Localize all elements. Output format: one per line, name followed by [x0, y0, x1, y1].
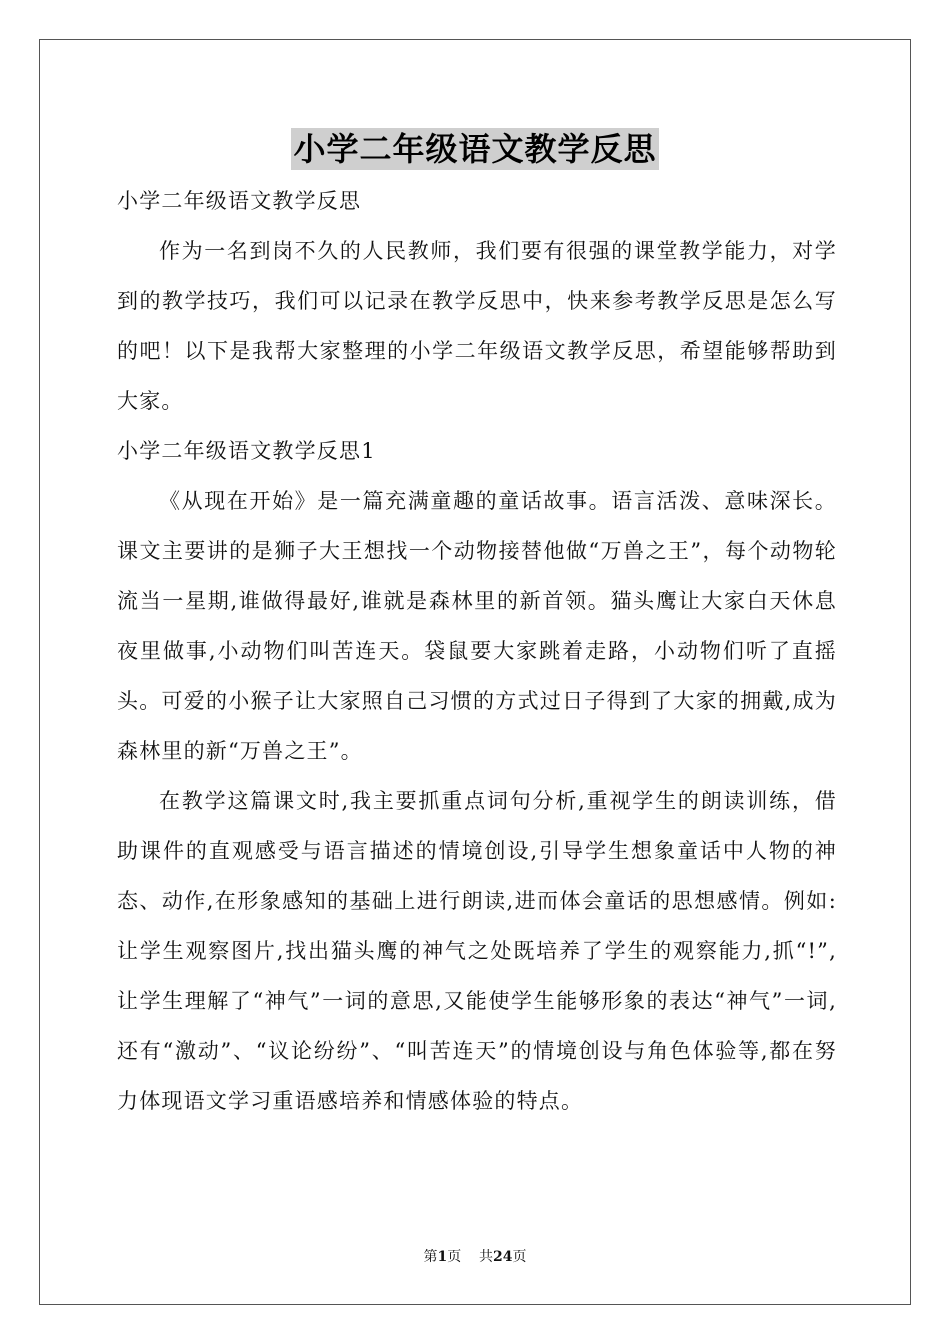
- document-subtitle: 小学二年级语文教学反思: [117, 189, 362, 213]
- page-unit: 页: [447, 1249, 462, 1265]
- section-paragraph-1: 《从现在开始》是一篇充满童趣的童话故事。语言活泼、意味深长。课文主要讲的是狮子大王想找一个动物接替他做“万兽之王”，每个动物轮流当一星期,谁做得最好,谁就是森林里的新首领。猫头鹰让大家白天休息夜里做事,小动物们叫苦连天。袋鼠要大家跳着走路，小动物们听了直摇头。可爱的小猴子让大家照自己习惯的方式过日子得到了大家的拥戴,成为森林里的新“万兽之王”。: [117, 489, 837, 763]
- section-heading: 小学二年级语文教学反思1: [117, 439, 376, 463]
- intro-paragraph: 作为一名到岗不久的人民教师，我们要有很强的课堂教学能力，对学到的教学技巧，我们可以记录在教学反思中，快来参考教学反思是怎么写的吧！以下是我帮大家整理的小学二年级语文教学反思，希望能够帮助到大家。: [117, 239, 837, 413]
- section-paragraph-2: 在教学这篇课文时,我主要抓重点词句分析,重视学生的朗读训练，借助课件的直观感受与语言描述的情境创设,引导学生想象童话中人物的神态、动作,在形象感知的基础上进行朗读,进而体会童话的思想感情。例如:让学生观察图片,找出猫头鹰的神气之处既培养了学生的观察能力,抓“!”,让学生理解了“神气”一词的意思,又能使学生能够形象的表达“神气”一词,还有“激动”、“议论纷纷”、“叫苦连天”的情境创设与角色体验等,都在努力体现语文学习重语感培养和情感体验的特点。: [117, 789, 837, 1113]
- total-unit: 页: [512, 1249, 527, 1265]
- total-prefix: 共: [479, 1249, 494, 1265]
- page-footer: [0, 1246, 950, 1266]
- page-prefix: 第: [423, 1249, 438, 1265]
- document-title: 小学二年级语文教学反思: [293, 130, 657, 168]
- total-page-number: 24: [493, 1249, 513, 1265]
- title-container: [0, 128, 950, 170]
- document-body: [117, 176, 837, 1126]
- current-page-number: 1: [437, 1249, 448, 1265]
